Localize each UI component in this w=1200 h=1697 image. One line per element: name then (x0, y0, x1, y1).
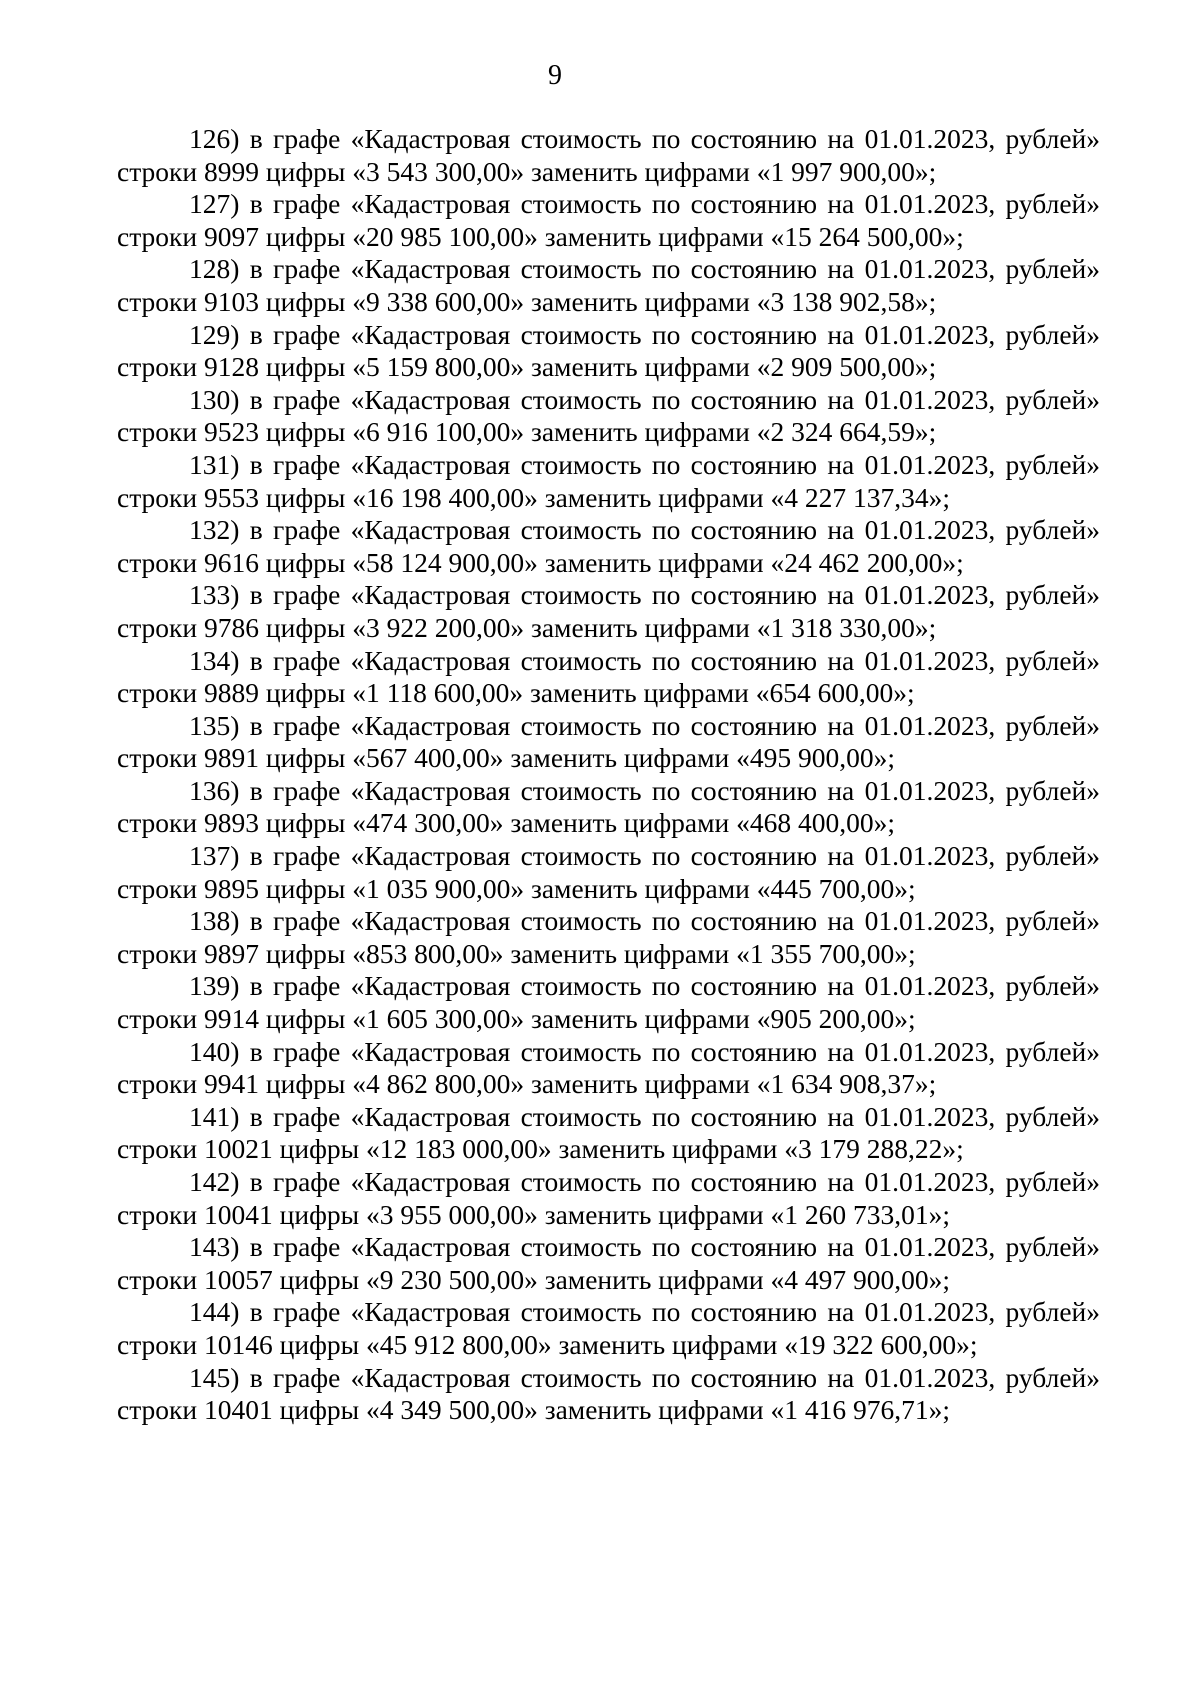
amendment-item: 131) в графе «Кадастровая стоимость по состоянию на 01.01.2023, рублей» строки 9553 цифры «16 198 400,00» заменить цифрами «4 227 137,34»; (117, 448, 1100, 513)
page-number: 9 (548, 60, 562, 91)
amendment-item: 141) в графе «Кадастровая стоимость по состоянию на 01.01.2023, рублей» строки 10021 цифры «12 183 000,00» заменить цифрами «3 179 288,22»; (117, 1100, 1100, 1165)
amendment-item: 128) в графе «Кадастровая стоимость по состоянию на 01.01.2023, рублей» строки 9103 цифры «9 338 600,00» заменить цифрами «3 138 902,58»; (117, 253, 1100, 317)
amendment-item: 137) в графе «Кадастровая стоимость по состоянию на 01.01.2023, рублей» строки 9895 цифры «1 035 900,00» заменить цифрами «445 700,00»; (117, 840, 1100, 904)
amendment-item: 132) в графе «Кадастровая стоимость по состоянию на 01.01.2023, рублей» строки 9616 цифры «58 124 900,00» заменить цифрами «24 462 200,00»; (117, 514, 1100, 578)
amendment-item: 140) в графе «Кадастровая стоимость по состоянию на 01.01.2023, рублей» строки 9941 цифры «4 862 800,00» заменить цифрами «1 634 908,37»; (117, 1035, 1100, 1100)
amendment-item: 139) в графе «Кадастровая стоимость по состоянию на 01.01.2023, рублей» строки 9914 цифры «1 605 300,00» заменить цифрами «905 200,00»; (117, 970, 1100, 1035)
amendments-list (117, 123, 1100, 1427)
amendment-item: 133) в графе «Кадастровая стоимость по состоянию на 01.01.2023, рублей» строки 9786 цифры «3 922 200,00» заменить цифрами «1 318 330,00»; (117, 579, 1100, 643)
amendment-item: 136) в графе «Кадастровая стоимость по состоянию на 01.01.2023, рублей» строки 9893 цифры «474 300,00» заменить цифрами «468 400,00»; (117, 774, 1100, 839)
amendment-item: 130) в графе «Кадастровая стоимость по состоянию на 01.01.2023, рублей» строки 9523 цифры «6 916 100,00» заменить цифрами «2 324 664,59»; (117, 383, 1100, 448)
amendment-item: 127) в графе «Кадастровая стоимость по состоянию на 01.01.2023, рублей» строки 9097 цифры «20 985 100,00» заменить цифрами «15 264 500,00»; (117, 188, 1100, 252)
amendment-item: 126) в графе «Кадастровая стоимость по состоянию на 01.01.2023, рублей» строки 8999 цифры «3 543 300,00» заменить цифрами «1 997 900,00»; (117, 123, 1100, 187)
amendment-item: 145) в графе «Кадастровая стоимость по состоянию на 01.01.2023, рублей» строки 10401 цифры «4 349 500,00» заменить цифрами «1 416 976,71»; (117, 1361, 1100, 1426)
amendment-item: 138) в графе «Кадастровая стоимость по состоянию на 01.01.2023, рублей» строки 9897 цифры «853 800,00» заменить цифрами «1 355 700,00»; (117, 905, 1100, 969)
amendment-item: 135) в графе «Кадастровая стоимость по состоянию на 01.01.2023, рублей» строки 9891 цифры «567 400,00» заменить цифрами «495 900,00»; (117, 709, 1100, 774)
amendment-item: 134) в графе «Кадастровая стоимость по состоянию на 01.01.2023, рублей» строки 9889 цифры «1 118 600,00» заменить цифрами «654 600,00»; (117, 644, 1100, 709)
amendment-item: 144) в графе «Кадастровая стоимость по состоянию на 01.01.2023, рублей» строки 10146 цифры «45 912 800,00» заменить цифрами «19 322 600,00»; (117, 1296, 1100, 1360)
amendment-item: 142) в графе «Кадастровая стоимость по состоянию на 01.01.2023, рублей» строки 10041 цифры «3 955 000,00» заменить цифрами «1 260 733,01»; (117, 1166, 1100, 1230)
amendment-item: 143) в графе «Кадастровая стоимость по состоянию на 01.01.2023, рублей» строки 10057 цифры «9 230 500,00» заменить цифрами «4 497 900,00»; (117, 1231, 1100, 1295)
amendment-item: 129) в графе «Кадастровая стоимость по состоянию на 01.01.2023, рублей» строки 9128 цифры «5 159 800,00» заменить цифрами «2 909 500,00»; (117, 318, 1100, 383)
